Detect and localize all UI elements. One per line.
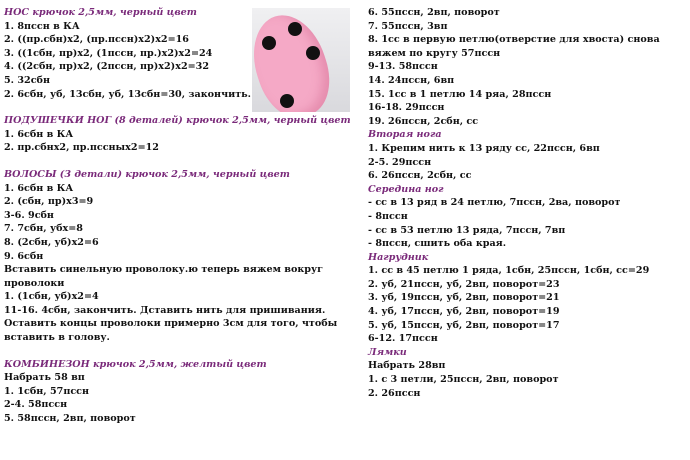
overalls-line: 19. 26пссн, 2сбн, сс: [368, 115, 479, 127]
bib-line: 1. сс в 45 петлю 1 ряда, 1сбн, 25пссн, 1сбн, сс=29: [368, 265, 650, 277]
hair-line: 9. 6сбн: [4, 250, 44, 262]
overalls-line: 16-18. 29пссн: [368, 102, 445, 114]
hair-line: 2. (сбн, пр)х3=9: [4, 196, 94, 208]
leg-middle-line: - 8пссн, сшить оба края.: [368, 238, 507, 250]
paws-line: 2. пр.сбнх2, пр.пссных2=12: [4, 142, 159, 154]
hair-line: 1. 6сбн в КА: [4, 182, 74, 194]
overalls-line: 14. 24пссн, 6вп: [368, 74, 455, 86]
bib-line: 2. уб, 21пссн, уб, 2вп, поворот=23: [368, 278, 560, 290]
nose-line: 3. ((1сбн, пр)х2, (1пссн, пр.)х2)х2=24: [4, 47, 213, 59]
bib-line: 3. уб, 19пссн, уб, 2вп, поворот=21: [368, 292, 560, 304]
straps-heading: Лямки: [368, 346, 407, 358]
hair-line: Вставить синельную проволоку.ю теперь вяжем вокруг проволоки: [4, 264, 324, 289]
paws-line: 1. 6сбн в КА: [4, 128, 74, 140]
hair-line: 3-6. 9сбн: [4, 209, 54, 221]
overalls-line: 6. 55пссн, 2вп, поворот: [368, 7, 500, 18]
second-leg-line: 6. 26пссн, 2сбн, сс: [368, 170, 472, 182]
leg-middle-heading: Середина ног: [368, 183, 444, 195]
bib-heading: Нагрудник: [368, 251, 429, 263]
overalls-line: 1. 1сбн, 57пссн: [4, 385, 90, 397]
straps-line: 1. с 3 петли, 25пссн, 2вп, поворот: [368, 374, 559, 386]
straps-line: 2. 26пссн: [368, 387, 421, 399]
nose-heading: НОС крючок 2,5мм, черный цвет: [4, 7, 197, 18]
left-column: [4, 6, 351, 426]
second-leg-line: 2-5. 29пссн: [368, 156, 432, 168]
leg-middle-line: - сс в 13 ряд в 24 петлю, 7пссн, 2ва, поворот: [368, 197, 621, 209]
straps-line: Набрать 28вп: [368, 360, 446, 372]
nose-line: 1. 8пссн в КА: [4, 20, 80, 32]
overalls-line: 7. 55пссн, 3вп: [368, 20, 448, 32]
right-column: [368, 6, 688, 400]
overalls-line: Набрать 58 вп: [4, 372, 85, 384]
leg-middle-line: - сс в 53 петлю 13 ряда, 7пссн, 7вп: [368, 224, 566, 236]
hair-line: 7. 7сбн, убх=8: [4, 223, 83, 235]
nose-line: 2. ((пр.сбн)х2, (пр.пссн)х2)х2=16: [4, 34, 189, 46]
overalls-heading: КОМБИНЕЗОН крючок 2,5мм, желтый цвет: [4, 358, 267, 370]
leg-middle-line: - 8пссн: [368, 210, 408, 222]
paws-heading: ПОДУШЕЧКИ НОГ (8 деталей) крючок 2,5мм, черный цвет: [4, 115, 351, 127]
nose-line: 4. ((2сбн, пр)х2, (2пссн, пр)х2)х2=32: [4, 61, 210, 73]
overalls-line: 15. 1сс в 1 петлю 14 ряа, 28пссн: [368, 88, 552, 100]
overalls-line: 8. 1сс в первую петлю(отверстие для хвоста) снова вяжем по кругу 57пссн: [368, 34, 660, 59]
hair-heading: ВОЛОСЫ (3 детали) крючок 2,5мм, черный цвет: [4, 168, 290, 180]
hair-line: 8. (2сбн, уб)х2=6: [4, 236, 99, 248]
hair-line: 11-16. 4сбн, закончить. Дставить нить для пришивания. Оставить концы проволоки примерно 3см для того, чтобы вставить в голову.: [4, 304, 338, 344]
hair-line: 1. (1сбн, уб)х2=4: [4, 291, 99, 303]
bib-line: 6-12. 17пссн: [368, 333, 438, 345]
overalls-line: 2-4. 58пссн: [4, 399, 68, 411]
second-leg-line: 1. Крепим нить к 13 ряду сс, 22пссн, 6вп: [368, 142, 600, 154]
overalls-line: 9-13. 58пссн: [368, 61, 438, 73]
nose-line: 5. 32сбн: [4, 74, 50, 86]
second-leg-heading: Вторая нога: [368, 129, 442, 141]
overalls-line: 5. 58пссн, 2вп, поворот: [4, 413, 136, 425]
bib-line: 5. уб, 15пссн, уб, 2вп, поворот=17: [368, 319, 560, 331]
bib-line: 4. уб, 17пссн, уб, 2вп, поворот=19: [368, 306, 560, 318]
nose-line: 2. 6сбн, уб, 13сбн, уб, 13сбн=30, закончить.: [4, 88, 252, 100]
